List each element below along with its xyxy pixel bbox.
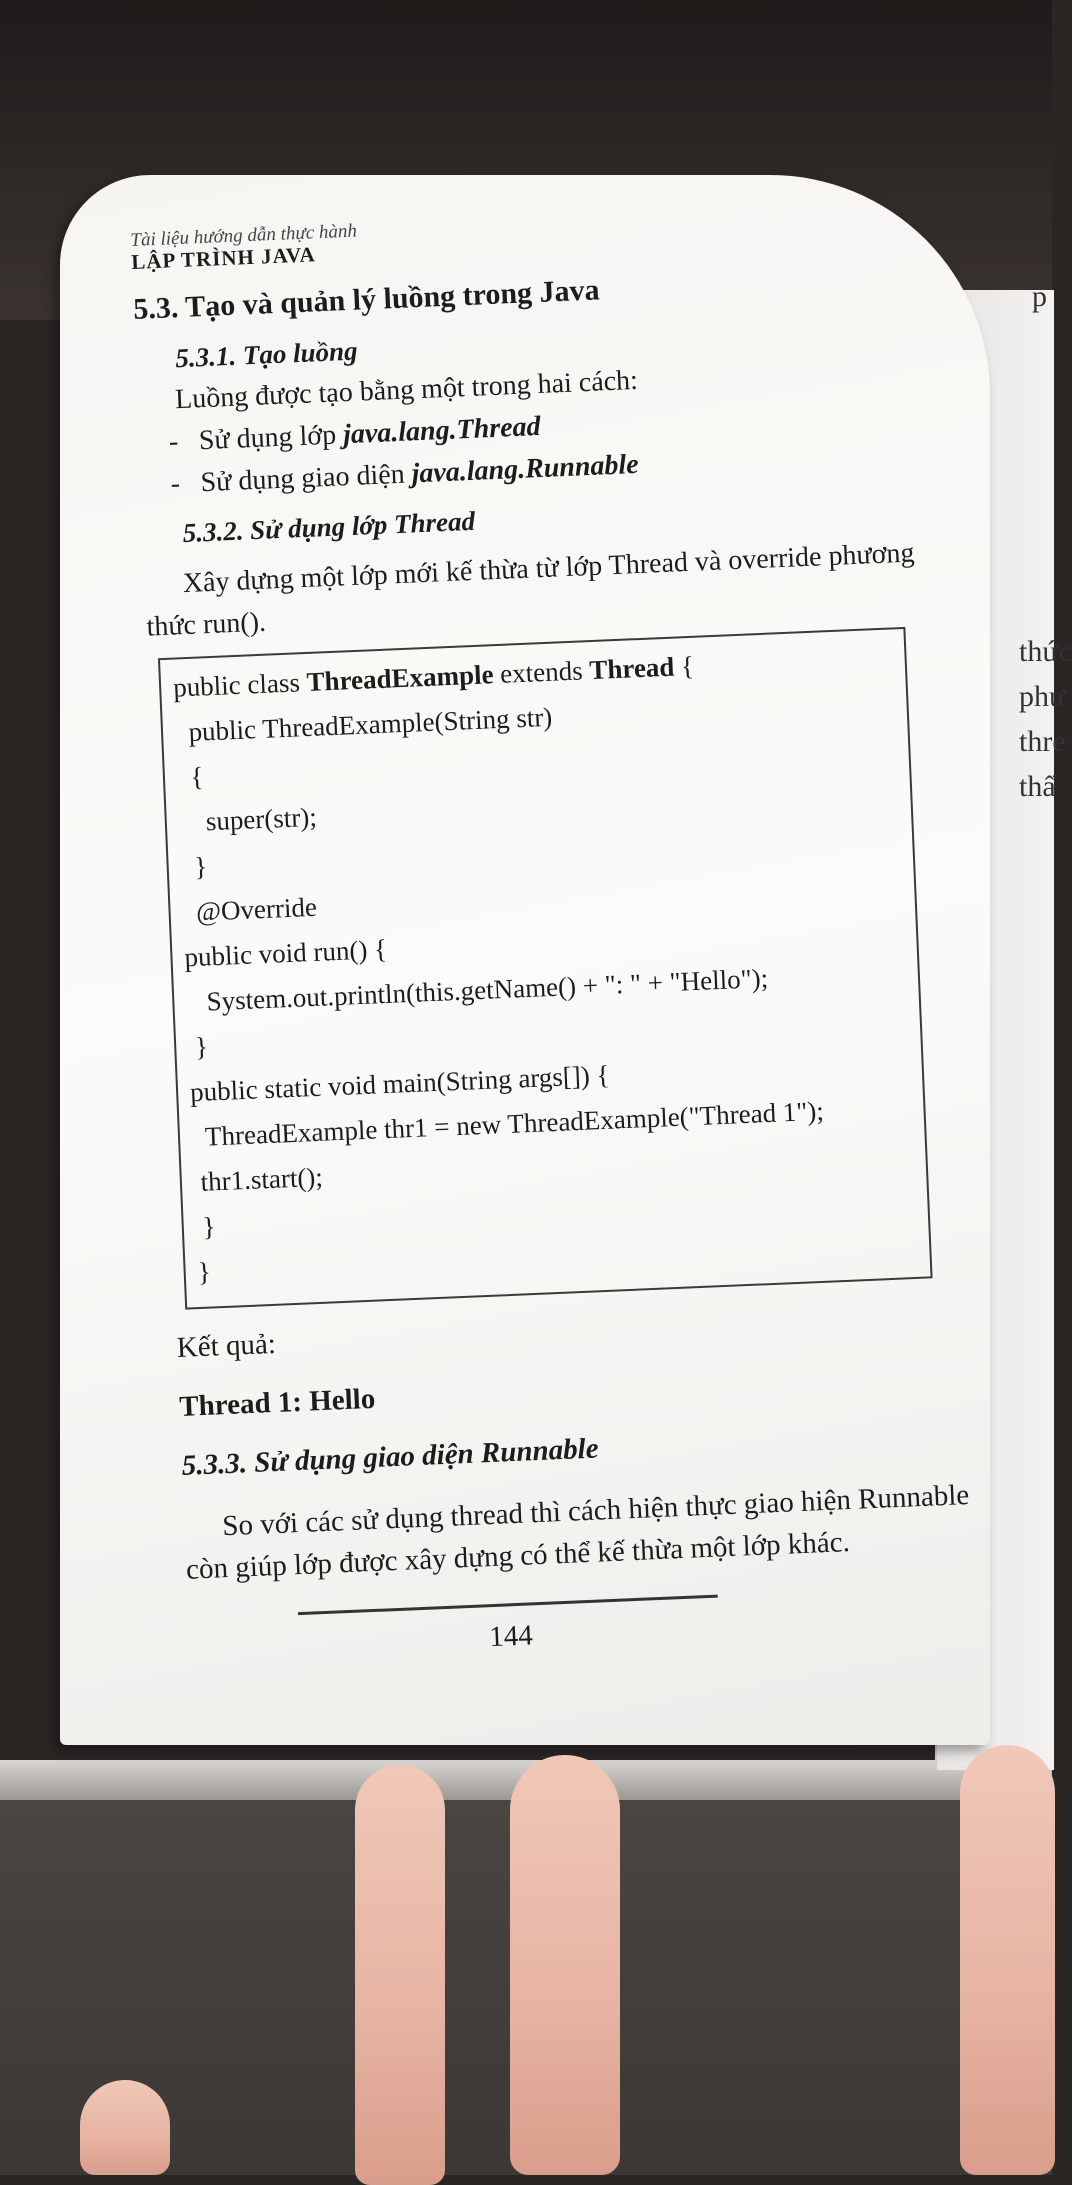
code-line: public ThreadExample(String str)	[174, 701, 553, 748]
page-content	[130, 196, 990, 1666]
code-line: }	[197, 1256, 212, 1288]
code-block	[158, 627, 933, 1310]
code-line: {	[176, 761, 205, 793]
code-line: super(str);	[178, 801, 318, 838]
code-line: @Override	[181, 891, 318, 928]
subsection-title-1: 5.3.1. Tạo luồng	[174, 335, 359, 374]
code-line: public static void main(String args[]) {	[189, 1059, 611, 1108]
subsection-title-2: 5.3.2. Sử dụng lớp Thread	[182, 505, 476, 549]
code-line: thr1.start();	[193, 1161, 324, 1198]
list-item: - Sử dụng giao diện java.lang.Runnable	[170, 448, 640, 500]
code-line: public void run() {	[183, 933, 388, 973]
code-line: System.out.println(this.getName() + ": " + "Hello");	[185, 962, 769, 1018]
finger	[80, 2080, 170, 2175]
right-page-fragment: thức	[1019, 635, 1072, 668]
page-number: 144	[488, 1619, 534, 1654]
right-page-fragment: thấ	[1019, 770, 1056, 803]
code-line: }	[195, 1211, 217, 1243]
finger	[355, 1765, 445, 2185]
section-title: 5.3. Tạo và quản lý luồng trong Java	[132, 273, 601, 326]
closing-paragraph: So với các sử dụng thread thì cách hiện thực giao hiện Runnable còn giúp lớp được xây dựng có thể kế thừa một lớp khác.	[185, 1478, 970, 1586]
running-header-title: LẬP TRÌNH JAVA	[130, 242, 317, 274]
list-item: - Sử dụng lớp java.lang.Thread	[168, 410, 542, 458]
description-paragraph: Xây dựng một lớp mới kế thừa từ lớp Thread và override phương thức run().	[145, 537, 916, 643]
finger	[960, 1745, 1055, 2175]
code-line: }	[187, 1031, 209, 1063]
finger	[510, 1755, 620, 2175]
code-line: }	[180, 851, 208, 883]
intro-paragraph: Luồng được tạo bằng một trong hai cách:	[174, 364, 639, 416]
running-header-series: Tài liệu hướng dẫn thực hành	[130, 220, 358, 251]
code-line: ThreadExample thr1 = new ThreadExample("Thread 1");	[191, 1095, 825, 1153]
subsection-title-3: 5.3.3. Sử dụng giao diện Runnable	[181, 1432, 600, 1482]
right-page-fragment: p	[1032, 280, 1047, 313]
result-label: Kết quả:	[176, 1327, 277, 1365]
bullet-dash: -	[168, 426, 179, 458]
bullet-dash: -	[170, 468, 181, 500]
footer-rule	[298, 1595, 718, 1616]
result-value: Thread 1: Hello	[178, 1382, 376, 1423]
code-line: public class ThreadExample extends Thread {	[172, 650, 695, 703]
right-page-fragment: thre	[1019, 725, 1066, 758]
right-page-fragment: phư	[1019, 680, 1066, 713]
